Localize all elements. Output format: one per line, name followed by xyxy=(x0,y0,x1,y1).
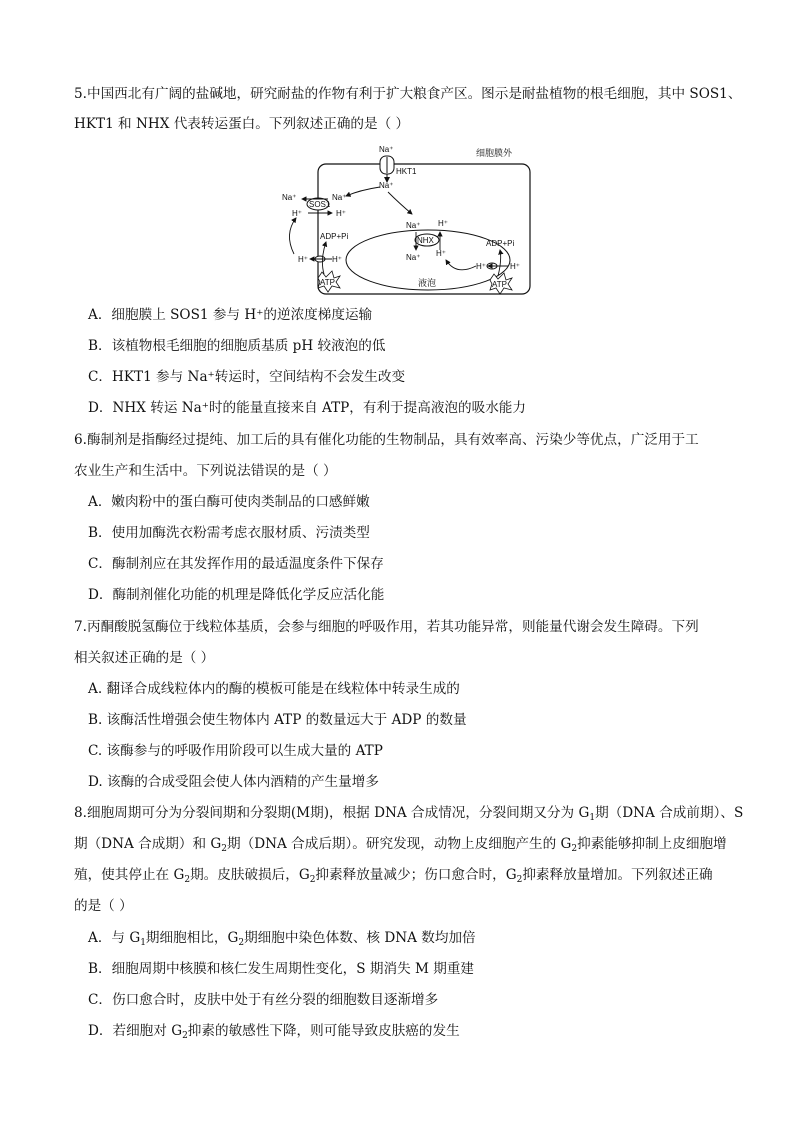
q8-stem-line3: 殖，使其停止在 $G_2$期。皮肤破损后，$G_2$抑素释放量减少；伤口愈合时，$G_2$抑素释放量增加。下列叙述正确 xyxy=(74,867,713,885)
q7-option-a[interactable]: A. 翻译合成线粒体内的酶的模板可能是在线粒体中转录生成的 xyxy=(88,681,460,697)
q7-stem-line1: 7.丙酮酸脱氢酶位于线粒体基质，会参与细胞的呼吸作用，若其功能异常，则能量代谢会发生障碍。下列 xyxy=(74,619,699,635)
atp-right: ATP xyxy=(492,280,507,289)
q8-stem-line2: 期（DNA 合成期）和 $G_2$期（DNA 合成后期）。研究发现，动物上皮细胞产生的 $G_2$抑素能够抑制上皮细胞增 xyxy=(74,836,727,854)
q7-option-c[interactable]: C. 该酶参与的呼吸作用阶段可以生成大量的 ATP xyxy=(88,743,383,759)
q8-option-d[interactable]: D．若细胞对 $G_2$抑素的敏感性下降，则可能导致皮肤癌的发生 xyxy=(88,1023,460,1041)
vacuole-label: 液泡 xyxy=(418,278,437,288)
nhx-label: NHX xyxy=(417,236,434,245)
q7-stem-line2: 相关叙述正确的是（ ） xyxy=(74,650,215,666)
q5-option-a[interactable]: A．细胞膜上 SOS1 参与 H⁺的逆浓度梯度运输 xyxy=(88,307,373,323)
q5-option-d[interactable]: D．NHX 转运 Na⁺时的能量直接来自 ATP，有利于提高液泡的吸水能力 xyxy=(88,400,526,416)
h-vacuole-pump-outside: H⁺ xyxy=(510,262,520,271)
membrane-outside-label: 细胞膜外 xyxy=(476,148,513,158)
q7-option-b[interactable]: B. 该酶活性增强会使生物体内 ATP 的数量远大于 ADP 的数量 xyxy=(88,712,467,728)
adp-pi-right: ADP+Pi xyxy=(486,239,515,248)
na-outside-top: Na⁺ xyxy=(379,145,394,154)
q5-root-hair-cell-diagram xyxy=(280,142,532,298)
h-nhx-cytosol: H⁺ xyxy=(438,219,448,228)
na-outside-left: Na⁺ xyxy=(282,193,297,202)
q8-option-c[interactable]: C．伤口愈合时，皮肤中处于有丝分裂的细胞数目逐渐增多 xyxy=(88,992,439,1008)
h-pump-outside: H⁺ xyxy=(298,255,308,264)
na-nhx-cytosol: Na⁺ xyxy=(406,221,421,230)
q6-stem-line1: 6.酶制剂是指酶经过提纯、加工后的具有催化功能的生物制品，具有效率高、污染少等优点，广泛用于工 xyxy=(74,432,699,448)
adp-pi-left: ADP+Pi xyxy=(320,232,349,241)
q8-stem-line1: 8.细胞周期可分为分裂间期和分裂期(M期)，根据 DNA 合成情况，分裂间期又分为 $G_1$期（DNA 合成前期）、S xyxy=(74,805,744,823)
q8-option-b[interactable]: B．细胞周期中核膜和核仁发生周期性变化，S 期消失 M 期重建 xyxy=(88,961,475,977)
q5-option-c[interactable]: C．HKT1 参与 Na⁺转运时，空间结构不会发生改变 xyxy=(88,369,406,385)
na-inside-left: Na⁺ xyxy=(332,193,347,202)
q6-option-b[interactable]: B．使用加酶洗衣粉需考虑衣服材质、污渍类型 xyxy=(88,525,370,541)
q8-stem-line4: 的是（ ） xyxy=(74,898,133,914)
atp-left: ATP xyxy=(320,278,335,287)
q7-option-d[interactable]: D. 该酶的合成受阻会使人体内酒精的产生量增多 xyxy=(88,774,379,790)
h-inside-left: H⁺ xyxy=(336,209,346,218)
q5-option-b[interactable]: B．该植物根毛细胞的细胞质基质 pH 较液泡的低 xyxy=(88,338,386,354)
sos1-label: SOS1 xyxy=(309,200,331,209)
q5-stem-line2: HKT1 和 NHX 代表转运蛋白。下列叙述正确的是（ ） xyxy=(74,116,410,132)
q6-option-d[interactable]: D．酶制剂催化功能的机理是降低化学反应活化能 xyxy=(88,587,385,603)
q6-option-c[interactable]: C．酶制剂应在其发挥作用的最适温度条件下保存 xyxy=(88,556,384,572)
h-pump-inside: H⁺ xyxy=(332,255,342,264)
hkt1-label: HKT1 xyxy=(396,167,417,176)
q6-option-a[interactable]: A．嫩肉粉中的蛋白酶可使肉类制品的口感鲜嫩 xyxy=(88,494,370,510)
h-vacuole-pump-inside: H⁺ xyxy=(476,262,486,271)
h-outside-left: H⁺ xyxy=(292,209,302,218)
na-inside-top: Na⁺ xyxy=(379,181,394,190)
q8-option-a[interactable]: A．与 $G_1$期细胞相比，$G_2$期细胞中染色体数、核 DNA 数均加倍 xyxy=(88,930,476,948)
h-nhx-vacuole: H⁺ xyxy=(436,249,446,258)
na-nhx-vacuole: Na⁺ xyxy=(406,253,421,262)
q5-stem-line1: 5.中国西北有广阔的盐碱地，研究耐盐的作物有利于扩大粮食产区。图示是耐盐植物的根毛细胞，其中 SOS1、 xyxy=(74,86,742,102)
q6-stem-line2: 农业生产和生活中。下列说法错误的是（ ） xyxy=(74,463,337,479)
